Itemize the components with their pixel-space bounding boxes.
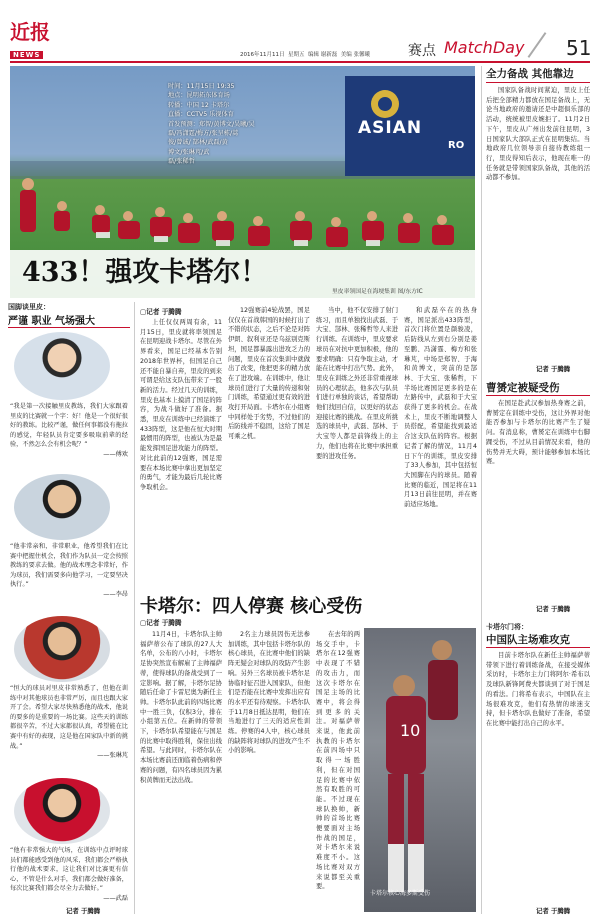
masthead-rule xyxy=(10,61,590,63)
page-number: 51 xyxy=(566,36,592,60)
quote-wulei xyxy=(10,846,128,906)
quote-fuhuan xyxy=(10,402,128,470)
logo-en: NEWS xyxy=(10,51,43,59)
masthead-slash xyxy=(528,32,547,58)
section-cn: 赛点 xyxy=(408,43,436,59)
article2-col1 xyxy=(140,630,222,912)
article2-reporter: ▢记者 于腾腾 xyxy=(140,619,182,627)
date: 2016年11月11日 xyxy=(240,52,285,58)
article2-col3 xyxy=(316,630,360,912)
match-teams: 转播：中国 12 卡塔尔 xyxy=(168,101,230,109)
right-s3-kicker: 卡塔尔门将： xyxy=(486,623,528,631)
section-en: MatchDay xyxy=(444,38,525,57)
paragraph: 目前卡塔尔队在新任主帅福萨蒂带领下进行着训练备战，在接受媒体采访时，卡塔尔主力门将阿尔·希布以及球队新锋阿费夫都谈到了对于国足的看法。门将希布表示，中国队在主场很难攻克，他们有热情的球迷支持，但卡塔尔队也做好了准备，希望在比赛中能打出自己的水平。 xyxy=(486,652,590,727)
qatar-player-photo xyxy=(364,628,476,912)
right-s3-rule xyxy=(486,647,590,648)
article1-col3 xyxy=(316,306,398,580)
player-caption: 卡塔尔核心海多斯受伤 xyxy=(370,890,431,897)
paragraph: 12强赛前4轮战罢，国足仅仅在首战韩国的时候打出了不错的状态，之后不论是对阵伊朗、叙利亚还是乌兹别克斯坦，国足都暴露出进攻乏力的问题，里皮在首次集训中就做出了改变，他把更多的精力放在了进攻端。在训练中，他让球员们进行了大量的传递和射门训练，希望通过更有效的进攻打开局面。卡塔尔在小组赛中同样处于劣势，不过他们的后防线并不稳固，这给了国足可乘之机。 xyxy=(228,307,310,441)
paragraph: 和武磊卒在的热身赛，国足派出433阵型，首次门将位置是颜骏凌，后防线从左到右分别是姜至鹏、冯潇霆、梅方和张琳芃，中场是郑智、于海和黄博文，突前的是郜林、于大宝、张稀哲，下半场比赛国足更多的是在左路传中，武磊和于大宝获得了更多的机会。在战术上，里皮不断地调整人员搭配，希望能找到最适合这支队伍的阵容。根据记者了解的情况，11月4日下午的训练，里皮安排了33人参加，其中包括恒大国脚在内的球员。随着比赛的临近，国足将在11月13日前往昆明，并在赛前适应场地。 xyxy=(404,307,477,509)
right-s3-reporter: 记者 于腾腾 xyxy=(536,907,571,915)
right-s2-text xyxy=(486,399,590,599)
reporter-name: 记者 于腾腾 xyxy=(146,308,182,316)
lineup-line-1: 首发预测：郑智/黄博文/吴曦/吴 xyxy=(168,120,255,128)
paragraph: 国家队备战时间紧迫，里皮上任后把全部精力都放在国足备战上，无论当地政府的邀请还是中超俱乐部的活动，统统被里皮婉拒了。11月2日下午，里皮从广州出发前往昆明，3日国家队大部队正式在昆明集结。当地政府几位领导亲自接待教练组一行，里皮得知后表示，他现在唯一的任务就是带领国家队备战，其他的活动都不参加。 xyxy=(486,87,590,182)
quote-by: ——张琳芃 xyxy=(97,752,128,760)
match-venue: 地点：昆明拓东体育场 xyxy=(168,92,230,100)
quote-text: “恒大的球员对里皮非常熟悉了，但他在训练中对其他球员也非常严厉，而且也跟大家开了会。希望大家尽快熟悉他的战术，他说的要多的是重要的一场比赛。这些天的训练都很辛苦，不过大家都很认真，希望能在比赛中有好的表现，这是他在国家队中新的挑战。” xyxy=(10,685,128,750)
hero-photo xyxy=(10,66,475,298)
sidebar-rule xyxy=(8,327,130,328)
right-s1-title: 全力备战 其他靠边 xyxy=(486,68,574,80)
avatar-liang xyxy=(14,474,110,540)
match-broadcast: 直播：CCTV5 乐视体育 xyxy=(168,111,234,119)
sidebar-title: 严谨 职业 气场强大 xyxy=(8,316,95,327)
paragraph: 2名主力球员因伤无法参加训练，其中包括卡塔尔队的核心球员，在比赛中他们的缺阵无疑会对球队的攻防产生影响。另外三名球员被卡塔尔足协临时征召进入国家队，但他们是否能在比赛中发挥出应有的水平还有待观察。卡塔尔队于11月8日抵达昆明，他们在当地进行了三天的适应性训练。停赛的4人中，核心球员的缺阵将对球队的进攻产生不小的影响。 xyxy=(228,631,310,755)
lineup-line-4: 博文/张琳芃/武 xyxy=(168,148,210,156)
quote-text: “他非常亲和，非常职业，他希望我们在比赛中把握住机会，我们作为队员一定会按照教练的要求去做。他的战术理念非常好，作为球员，我们需要多向他学习，一定要坚决执行。” xyxy=(10,543,128,589)
quote-by: ——李昂 xyxy=(103,590,128,598)
masthead-logo xyxy=(10,22,50,61)
right-s2-reporter: 记者 于腾腾 xyxy=(536,605,571,613)
svg-text:10: 10 xyxy=(400,721,421,740)
article1-col1 xyxy=(140,318,222,580)
quote-text: “他有非常强大的气场，在训练中点评时球员们都能感受到他的风采，我们都会严格执行他的战术要求，这让我们对比赛更有信心，不管是什么对手，我们都会做好准备，每次比赛我们都会尽全力去做好。” xyxy=(10,847,128,893)
right-divider xyxy=(481,66,482,914)
lineup-line-3: 俊/曾诚/ 郜林/武磊/黄 xyxy=(168,139,228,147)
sidebar-reporter: 记者 于腾腾 xyxy=(66,907,101,915)
sidebar-kicker: 国脚谈里皮： xyxy=(8,303,50,311)
quote-liang xyxy=(10,542,128,622)
designer: 美编 张馨曦 xyxy=(340,52,371,58)
paragraph: 当中，他不仅安排了射门练习，而且单独找出武磊、于大宝、郜林、张稀哲等人来进行训练。在训练中，里皮要求球员在对抗中更加积极，他的要求明确：只有争取主动，才能在比赛中打出气势。此外，里皮在训练之外还非常重视球员的心理状态，他多次与队员们进行单独的谈话，希望帮助他们找回自信，以更好的状态迎接比赛的挑战。在里皮所挑选的球员中，武磊、郜林、于大宝等人都是前锋线上的主力，他们也将在比赛中承担重要的进攻任务。 xyxy=(316,307,398,460)
article2-headline: 卡塔尔：四人停赛 核心受伤 xyxy=(140,596,363,617)
hero-headline: 433！强攻卡塔尔！ xyxy=(22,257,268,288)
lineup-line-2: 磊/冯潇霆/梅方/张呈栋/蒿 xyxy=(168,130,239,138)
article1-col2 xyxy=(228,306,310,580)
right-s1-text xyxy=(486,86,590,362)
date-line xyxy=(240,50,370,58)
match-info xyxy=(168,82,318,167)
right-s3-title: 中国队主场难攻克 xyxy=(486,634,570,646)
lineup-line-5: 磊/张稀哲 xyxy=(168,158,195,166)
quote-by: ——傅欢 xyxy=(103,450,128,458)
editor: 编辑 谢新磊 xyxy=(308,52,338,58)
right-s3-text xyxy=(486,651,590,903)
banner-text-2: RO xyxy=(448,140,465,151)
article1-reporter: ▢记者 于腾腾 xyxy=(140,308,182,316)
weekday: 星期五 xyxy=(288,52,305,58)
banner-text: ASIAN xyxy=(358,118,423,138)
avatar-wulei xyxy=(14,778,110,844)
paragraph: 在去年的两场交手中，卡塔尔在12强赛中表现了不错的攻击力，而这次卡塔尔在国足主场的比赛中，将会得到更多的关注。对福萨蒂来说，他此前执教的卡塔尔在前四场中只取得一场胜利，但在对国足的比赛中依然有取胜的可能。不过现在球队换帅，新帅的首场比赛便要面对主场作战的国足，对卡塔尔来说难度不小。这场比赛对双方来说都至关重要。 xyxy=(316,631,360,891)
player-figure xyxy=(364,628,476,912)
sidebar-divider xyxy=(134,302,135,914)
paragraph: 在国足赴武汉参加热身赛之前，曹赟定在训练中受伤，这让外界对他能否参加与卡塔尔的比赛产生了疑问。有消息称，曹赟定在训练中右脚踝受伤，不过从目前情况来看，他的伤势并无大碍，预计能够参加本场比赛。 xyxy=(486,400,590,466)
paragraph: 上任仅仅两周有余，11月15日，里皮就将率领国足在昆明迎战卡塔尔。尽管在外界看来，国足已经基本告别2018年世界杯，但国足自己还不能自暴自弃，里皮的到来可谓是给这支队伍带来了一股新的活力。经过几天的训练，里皮也基本上摸清了国足的阵容，为战斗做好了准备。据悉，里皮在训练中已经演练了433阵型，这是他在恒大时期最惯用的阵型，也被认为是最能发挥国足进攻能力的阵型。对比此前的12强赛，国足需要在本场比赛中拿出更加坚定的勇气，才能为最后几轮比赛争取机会。 xyxy=(140,319,222,491)
right-s2-rule xyxy=(486,395,590,396)
article2-col2 xyxy=(228,630,310,912)
quote-text: “我是第一次接触里皮教练，我们大家跟着里皮的比赛就一个字：好！他是一个很好很好的教练。比较严谨，做任何事都没有拖拉的感觉，年轻队员肯定要多吸取前辈的经验，不然怎么会有机会呢？” xyxy=(10,403,128,449)
right-s1-reporter: 记者 于腾腾 xyxy=(536,365,571,373)
quote-by: ——武磊 xyxy=(103,894,128,902)
right-s1-rule xyxy=(486,82,590,83)
paragraph: 11月4日，卡塔尔队主帅福萨蒂公布了球队的27人大名单，公布的八小时，卡塔尔足协突然宣布解雇了主帅福萨蒂，使得球队的备战受到了一定影响。据了解，卡塔尔足协随后任命了卡雷尼奥为新任主帅。卡塔尔队此前的四场比赛中一胜三负，仅积3分，排在小组第五位。在新帅的带领下，卡塔尔队希望能在与国足的比赛中取得胜利，保住出线希望。与此同时，卡塔尔队在本场比赛前还面临着伤病和停赛的问题，有四名球员因为累积黄牌而无法出战。 xyxy=(140,631,222,784)
photo-caption: 里皮率领国足在海埂集训 图/东方IC xyxy=(332,289,423,295)
avatar-fuhuan xyxy=(14,332,110,400)
match-time: 时间：11月15日 19:35 xyxy=(168,83,235,90)
logo-cn: 近报 xyxy=(10,20,50,44)
article1-col4 xyxy=(404,306,477,580)
right-s2-title: 曹赟定被疑受伤 xyxy=(486,382,560,394)
avatar-zhanglinpeng xyxy=(14,616,110,682)
reporter-name: 记者 于腾腾 xyxy=(146,619,182,627)
quote-zhanglinpeng xyxy=(10,684,128,780)
